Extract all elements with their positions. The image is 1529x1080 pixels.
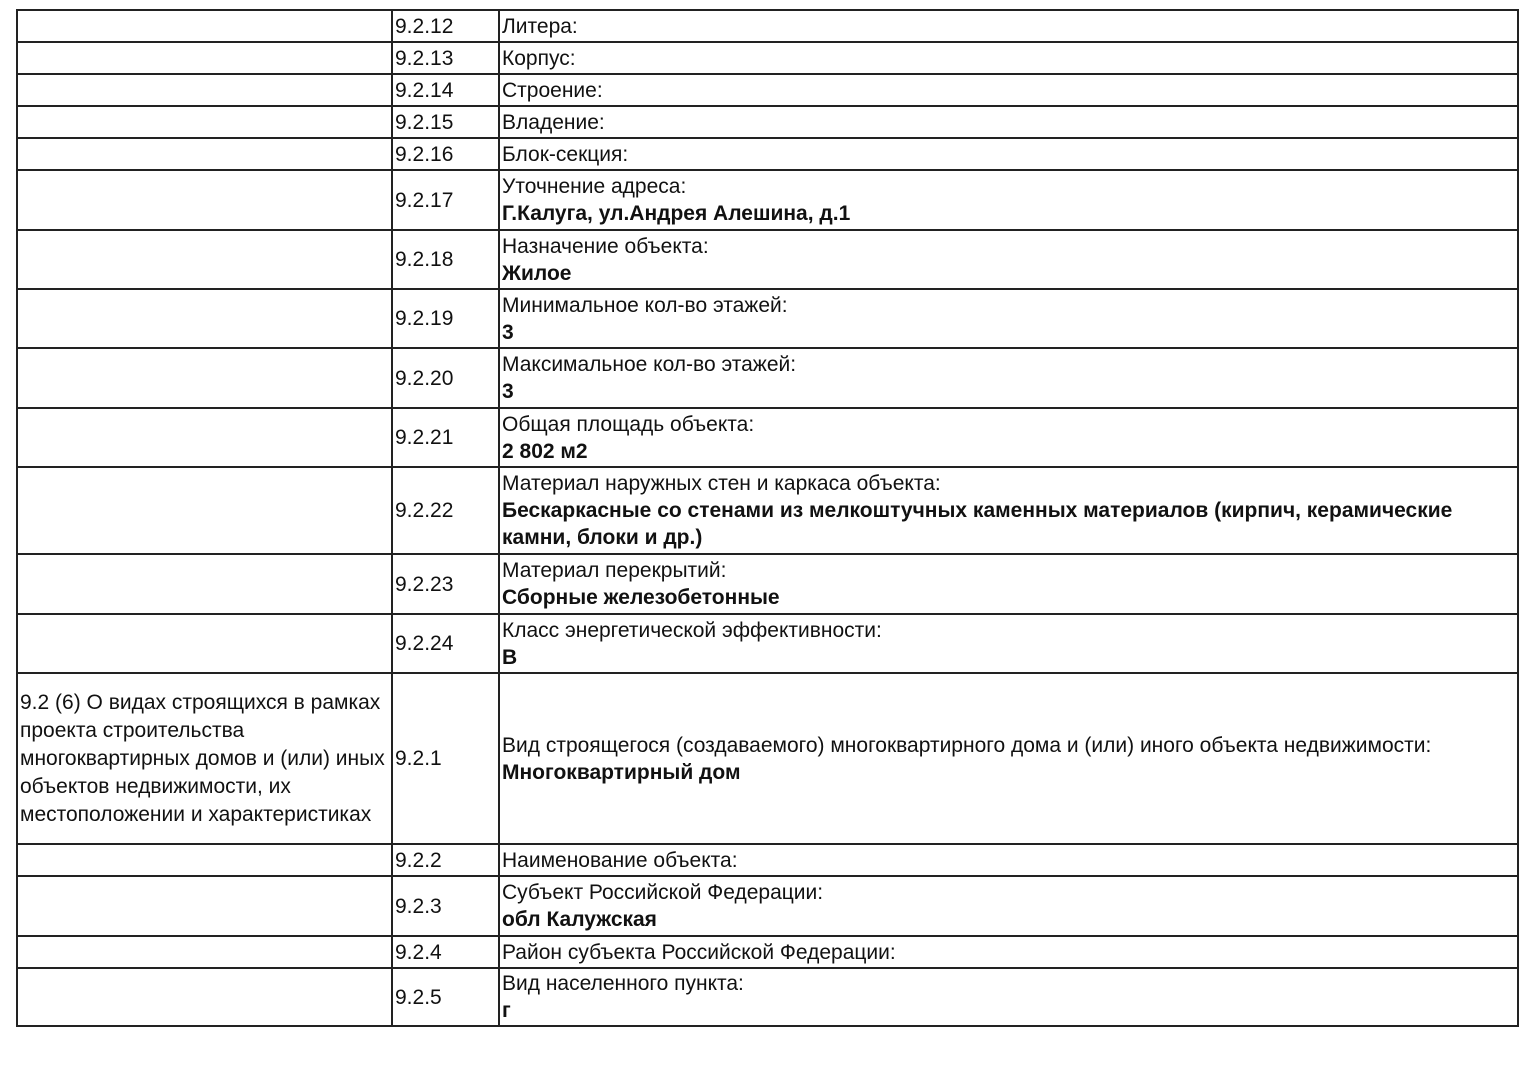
item-number: 9.2.4	[392, 936, 499, 968]
item-label: Минимальное кол-во этажей:	[502, 293, 788, 317]
item-content	[499, 844, 1518, 876]
section-cell	[17, 170, 392, 230]
item-number: 9.2.5	[392, 968, 499, 1026]
item-label: Материал перекрытий:	[502, 559, 727, 582]
section-cell	[17, 614, 392, 673]
item-content	[499, 74, 1518, 106]
item-label: Блок-секция:	[502, 142, 629, 166]
item-value: обл Калужская	[502, 908, 657, 931]
section-cell	[17, 844, 392, 876]
item-content	[499, 42, 1518, 74]
section-cell	[17, 467, 392, 554]
item-content	[499, 467, 1518, 554]
item-content	[499, 968, 1518, 1026]
table-row	[17, 230, 1518, 289]
item-label: Материал наружных стен и каркаса объекта:	[502, 472, 941, 495]
section-cell	[17, 408, 392, 467]
item-number: 9.2.23	[392, 554, 499, 614]
table-row	[17, 42, 1518, 74]
table-row	[17, 170, 1518, 230]
item-number: 9.2.3	[392, 876, 499, 936]
item-number: 9.2.19	[392, 289, 499, 348]
item-value: Жилое	[502, 261, 572, 285]
item-content	[499, 348, 1518, 408]
table-row	[17, 554, 1518, 614]
table-row	[17, 348, 1518, 408]
item-value: г	[502, 999, 511, 1022]
table-row	[17, 673, 1518, 844]
section-cell	[17, 968, 392, 1026]
item-content	[499, 673, 1518, 844]
item-number: 9.2.17	[392, 170, 499, 230]
item-number: 9.2.13	[392, 42, 499, 74]
item-value: 3	[502, 320, 514, 344]
item-number: 9.2.24	[392, 614, 499, 673]
table-row	[17, 289, 1518, 348]
item-content	[499, 230, 1518, 289]
section-cell	[17, 230, 392, 289]
table-row	[17, 614, 1518, 673]
section-cell	[17, 289, 392, 348]
item-label: Общая площадь объекта:	[502, 412, 755, 436]
item-content	[499, 408, 1518, 467]
document-table	[16, 9, 1519, 1027]
section-cell	[17, 554, 392, 614]
item-label: Назначение объекта:	[502, 234, 709, 258]
item-number: 9.2.1	[392, 673, 499, 844]
item-value: Бескаркасные со стенами из мелкоштучных каменных материалов (кирпич, керамические камни, блоки и др.)	[502, 499, 1453, 549]
item-value: Г.Калуга, ул.Андрея Алешина, д.1	[502, 202, 851, 225]
table-row	[17, 74, 1518, 106]
item-label: Корпус:	[502, 46, 576, 70]
item-value: Многоквартирный дом	[502, 760, 741, 784]
table-row	[17, 968, 1518, 1026]
item-content	[499, 10, 1518, 42]
section-cell	[17, 936, 392, 968]
item-content	[499, 936, 1518, 968]
item-number: 9.2.14	[392, 74, 499, 106]
table-row	[17, 408, 1518, 467]
section-cell	[17, 138, 392, 170]
item-number: 9.2.22	[392, 467, 499, 554]
item-value: В	[502, 645, 518, 669]
table-row	[17, 844, 1518, 876]
item-content	[499, 170, 1518, 230]
table-row	[17, 106, 1518, 138]
section-cell: 9.2 (6) О видах строящихся в рамках проекта строительства многоквартирных домов и (или) иных объектов недвижимости, их местоположении и характеристиках	[17, 673, 392, 844]
item-value: Сборные железобетонные	[502, 586, 780, 609]
item-label: Уточнение адреса:	[502, 175, 687, 198]
item-content	[499, 106, 1518, 138]
item-label: Литера:	[502, 14, 578, 38]
item-value: 2 802 м2	[502, 439, 588, 463]
section-cell	[17, 10, 392, 42]
item-label: Район субъекта Российской Федерации:	[502, 940, 896, 964]
item-number: 9.2.18	[392, 230, 499, 289]
item-content	[499, 614, 1518, 673]
item-label: Класс энергетической эффективности:	[502, 618, 882, 642]
table-row	[17, 138, 1518, 170]
item-number: 9.2.15	[392, 106, 499, 138]
item-number: 9.2.2	[392, 844, 499, 876]
item-value: 3	[502, 380, 514, 403]
item-label: Вид населенного пункта:	[502, 972, 744, 995]
item-label: Вид строящегося (создаваемого) многоквартирного дома и (или) иного объекта недвижимости:	[502, 733, 1432, 757]
section-cell	[17, 74, 392, 106]
item-label: Наименование объекта:	[502, 848, 738, 872]
item-content	[499, 554, 1518, 614]
item-number: 9.2.20	[392, 348, 499, 408]
table-row	[17, 936, 1518, 968]
item-number: 9.2.21	[392, 408, 499, 467]
item-label: Субъект Российской Федерации:	[502, 881, 824, 904]
section-cell	[17, 348, 392, 408]
item-content	[499, 138, 1518, 170]
item-label: Максимальное кол-во этажей:	[502, 353, 797, 376]
item-label: Владение:	[502, 110, 605, 134]
table-row	[17, 467, 1518, 554]
item-content	[499, 289, 1518, 348]
table-row	[17, 10, 1518, 42]
section-cell	[17, 106, 392, 138]
item-number: 9.2.16	[392, 138, 499, 170]
item-label: Строение:	[502, 78, 603, 102]
section-cell	[17, 876, 392, 936]
section-cell	[17, 42, 392, 74]
table-row	[17, 876, 1518, 936]
item-number: 9.2.12	[392, 10, 499, 42]
item-content	[499, 876, 1518, 936]
